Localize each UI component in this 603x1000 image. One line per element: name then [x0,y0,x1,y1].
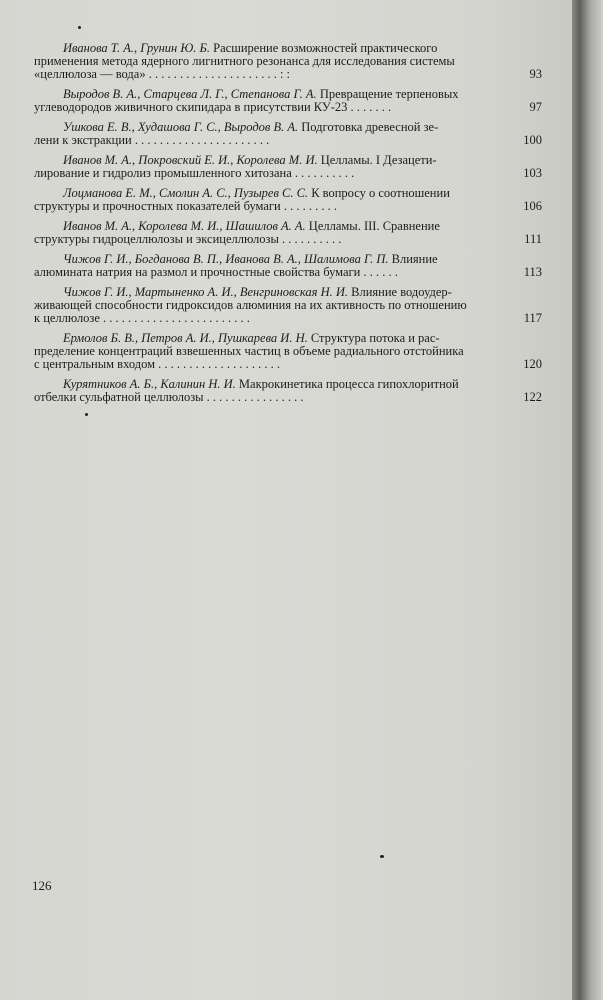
toc-entry [30,253,542,279]
toc-title-continuation: живающей способности гидроксидов алюминия на их активность по отношению [34,299,467,312]
toc-title-continuation: к целлюлозе . . . . . . . . . . . . . . . . . . . . . . . . [34,312,250,325]
toc-title-continuation: лени к экстракции . . . . . . . . . . . . . . . . . . . . . . [34,134,270,147]
toc-entry-first-line [30,88,542,101]
toc-authors: Лоцманова Е. М., Смолин А. С., Пузырев С. С. [63,187,309,200]
toc-title-continuation: с центральным входом . . . . . . . . . . . . . . . . . . . . [34,358,281,371]
toc-title-start: К вопросу о соотношении [311,187,450,200]
toc-page-number: 117 [523,311,542,325]
toc-title-start: Структура потока и рас- [310,332,440,345]
toc-title-continuation: лирование и гидролиз промышленного хитозана . . . . . . . . . . [34,167,355,180]
toc-title-continuation: «целлюлоза — вода» . . . . . . . . . . . . . . . . . . . . . : : [34,68,291,81]
toc-entry-first-line [30,42,542,55]
toc-authors: Выродов В. А., Старцева Л. Г., Степанова Г. А. [63,88,317,101]
toc-page-number: 113 [523,265,542,279]
toc-entry [30,88,542,114]
toc-page-number: 111 [524,232,542,246]
print-speck [380,855,384,858]
toc-title-start: Целламы. I Дезацети- [320,154,437,167]
toc-authors: Иванов М. А., Покровский Е. И., Королева М. И. [63,154,318,167]
toc-entry-first-line [30,332,542,345]
toc-page-number: 93 [529,67,542,81]
toc-entry [30,154,542,180]
toc-page-number: 97 [529,100,542,114]
toc-entry [30,378,542,404]
toc-entry-first-line [30,121,542,134]
table-of-contents [30,42,542,411]
toc-title-continuation: алюмината натрия на размол и прочностные свойства бумаги . . . . . . [34,266,398,279]
toc-title-start: Влияние [391,253,438,266]
toc-entry-first-line [30,286,542,299]
toc-title-start: Подготовка древесной зе- [301,121,439,134]
toc-authors: Ермолов Б. В., Петров А. И., Пушкарева И. Н. [63,332,308,345]
toc-entry [30,121,542,147]
toc-entry [30,187,542,213]
toc-page-number: 120 [523,357,542,371]
toc-entry-first-line [30,378,542,391]
toc-authors: Чижов Г. И., Богданова В. П., Иванова В. А., Шалимова Г. П. [63,253,389,266]
toc-entry-first-line [30,187,542,200]
toc-title-continuation: углеводородов живичного скипидара в присутствии КУ-23 . . . . . . . [34,101,392,114]
toc-title-continuation: структуры гидроцеллюлозы и эксицеллюлозы . . . . . . . . . . [34,233,342,246]
toc-title-continuation: применения метода ядерного лигнитного резонанса для исследования системы [34,55,455,68]
toc-entry [30,42,542,81]
toc-page-number: 106 [523,199,542,213]
toc-authors: Иванова Т. А., Грунин Ю. Б. [63,42,211,55]
toc-title-start: Влияние водоудер- [351,286,452,299]
page-edge [572,0,603,1000]
toc-entry [30,286,542,325]
toc-title-start: Целламы. III. Сравнение [308,220,440,233]
toc-authors: Иванов М. А., Королева М. И., Шашилов А. А. [63,220,306,233]
toc-entry-first-line [30,154,542,167]
toc-page-number: 122 [523,390,542,404]
toc-title-continuation: структуры и прочностных показателей бумаги . . . . . . . . . [34,200,337,213]
toc-title-continuation: пределение концентраций взвешенных частиц в объеме радиального отстойника [34,345,464,358]
toc-title-continuation: отбелки сульфатной целлюлозы . . . . . . . . . . . . . . . . [34,391,304,404]
print-speck [85,413,88,416]
page-number: 126 [32,878,52,893]
toc-page-number: 103 [523,166,542,180]
toc-title-start: Макрокинетика процесса гипохлоритной [238,378,459,391]
print-speck [78,26,81,29]
toc-authors: Ушкова Е. В., Худашова Г. С., Выродов В. А. [63,121,299,134]
toc-title-start: Превращение терпеновых [319,88,459,101]
toc-authors: Курятников А. Б., Калинин Н. И. [63,378,236,391]
toc-entry [30,332,542,371]
toc-entry [30,220,542,246]
toc-entry-first-line [30,253,542,266]
toc-authors: Чижов Г. И., Мартыненко А. И., Венгриновская Н. И. [63,286,349,299]
toc-title-start: Расширение возможностей практического [213,42,438,55]
toc-page-number: 100 [523,133,542,147]
toc-entry-first-line [30,220,542,233]
